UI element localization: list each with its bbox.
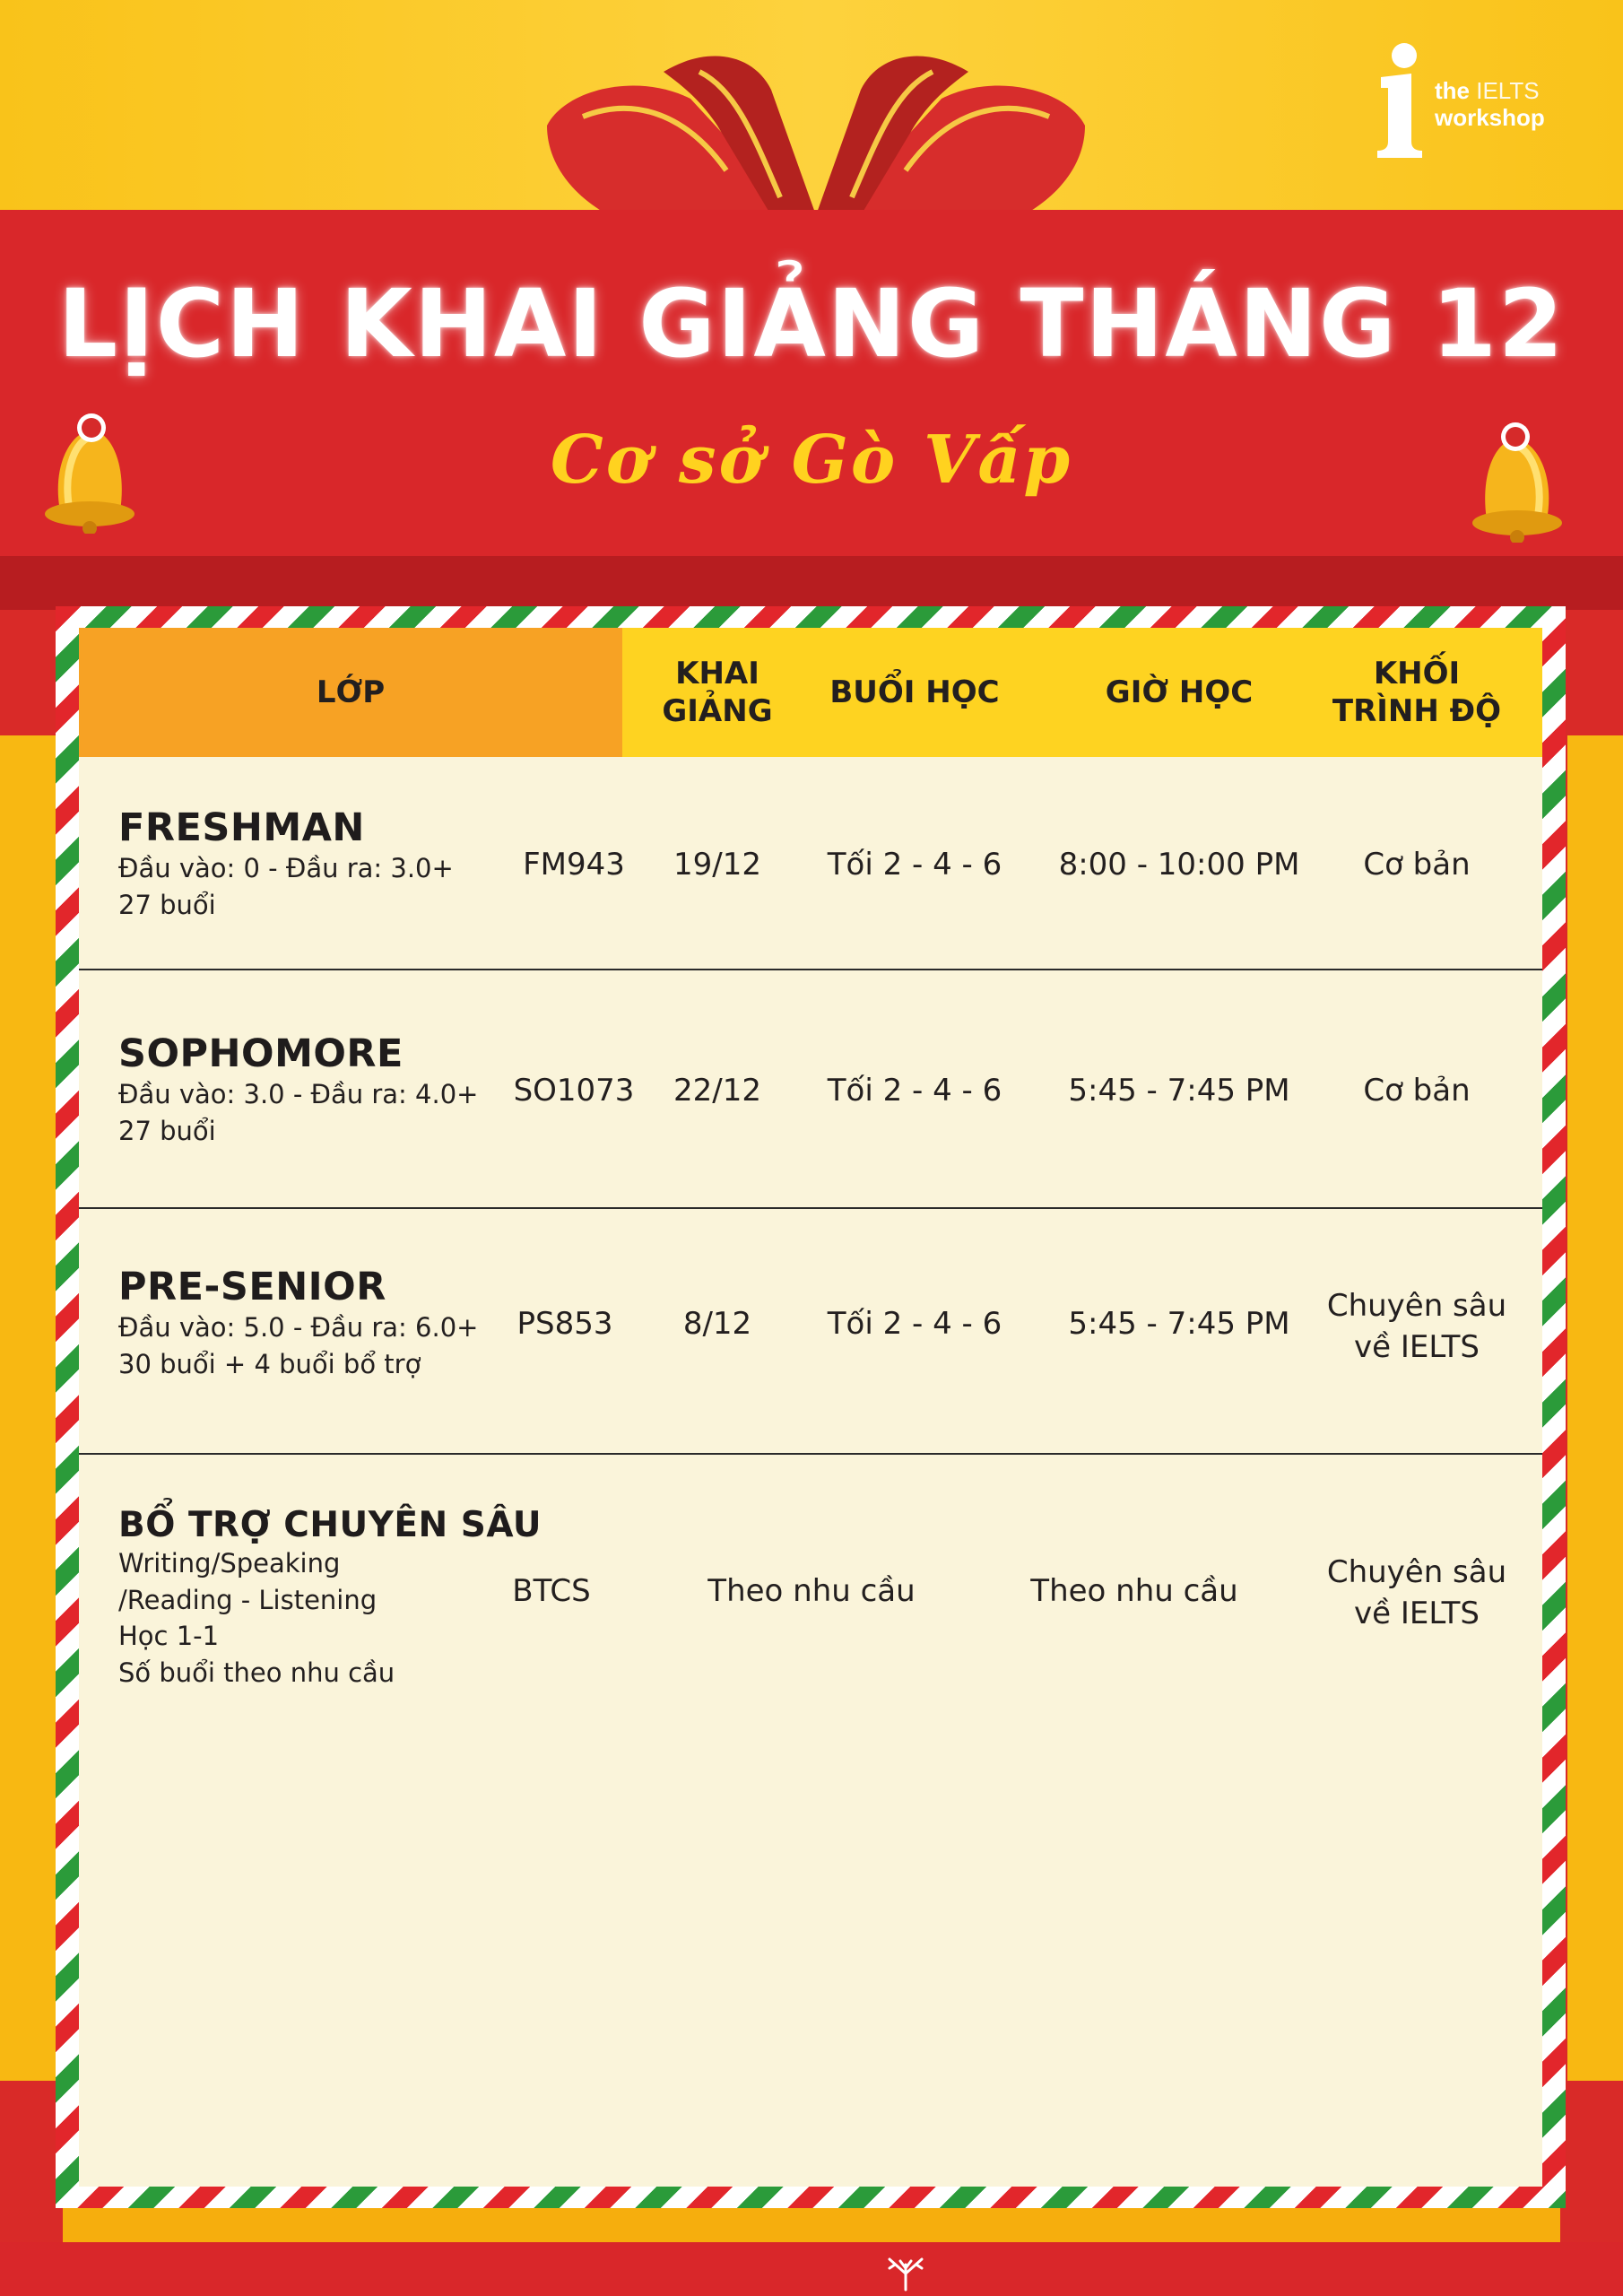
logo-i-mark (1374, 43, 1428, 160)
column-header-buoi-hoc: BUỔI HỌC (829, 674, 1000, 710)
class-detail: 30 buổi + 4 buổi bổ trợ (118, 1348, 421, 1379)
column-header-lop: LỚP (316, 674, 386, 710)
brand-logo[interactable] (1374, 43, 1553, 169)
class-level: Cơ bản (1363, 1073, 1471, 1109)
class-detail: Đầu vào: 3.0 - Đầu ra: 4.0+ (118, 1079, 479, 1109)
banner-shadow (0, 556, 1623, 610)
class-detail: Writing/Speaking (118, 1548, 341, 1578)
row-divider (79, 1453, 1542, 1455)
table-row-class (118, 1031, 513, 1149)
table-row-class (118, 805, 513, 923)
start-and-sessions: Theo nhu cầu (707, 1573, 916, 1610)
left-flap-inner (0, 735, 56, 2081)
class-detail: Số buổi theo nhu cầu (118, 1657, 395, 1688)
logo-line-1 (1435, 77, 1540, 105)
class-detail: /Reading - Listening (118, 1584, 378, 1615)
class-sessions: Tối 2 - 4 - 6 (827, 1073, 1002, 1109)
class-detail: Đầu vào: 0 - Đầu ra: 3.0+ (118, 853, 454, 883)
bell-icon (1471, 417, 1569, 543)
snowflake-icon (879, 2247, 933, 2292)
ribbon-bow (529, 36, 1103, 224)
column-header-khai-giang: KHAI GIẢNG (662, 655, 773, 729)
class-detail: Đầu vào: 5.0 - Đầu ra: 6.0+ (118, 1312, 479, 1343)
class-name: FRESHMAN (118, 805, 365, 850)
class-name: SOPHOMORE (118, 1031, 404, 1076)
class-detail: 27 buổi (118, 889, 216, 920)
table-row-class (118, 1265, 513, 1382)
class-code: PS853 (516, 1306, 613, 1343)
logo-text-the: the (1435, 77, 1470, 104)
row-divider (79, 1207, 1542, 1209)
logo-line-2: workshop (1435, 104, 1545, 131)
class-name: BỔ TRỢ CHUYÊN SÂU (118, 1505, 542, 1545)
start-date: 8/12 (682, 1306, 752, 1343)
page-subtitle: Cơ sở Gò Vấp (550, 422, 1073, 499)
class-level: Chuyên sâu về IELTS (1326, 1554, 1507, 1631)
column-header-gio-hoc: GIỜ HỌC (1105, 674, 1254, 710)
class-time: 5:45 - 7:45 PM (1068, 1306, 1290, 1343)
right-flap-inner (1567, 735, 1623, 2081)
class-time: Theo nhu cầu (1030, 1573, 1238, 1610)
class-code: BTCS (512, 1573, 591, 1610)
class-code: FM943 (523, 847, 625, 883)
class-sessions: Tối 2 - 4 - 6 (827, 1306, 1002, 1343)
class-sessions: Tối 2 - 4 - 6 (827, 847, 1002, 883)
table-row-class (118, 1505, 542, 1691)
row-divider (79, 969, 1542, 970)
class-level: Cơ bản (1363, 847, 1471, 883)
title-banner (0, 210, 1623, 574)
bell-icon (38, 408, 136, 534)
class-detail: 27 buổi (118, 1115, 216, 1146)
start-date: 19/12 (673, 847, 761, 883)
page-title: LỊCH KHAI GIẢNG THÁNG 12 (57, 269, 1566, 378)
class-name: PRE-SENIOR (118, 1265, 386, 1309)
logo-text-ielts: IELTS (1476, 77, 1540, 104)
start-date: 22/12 (673, 1073, 761, 1109)
class-level: Chuyên sâu về IELTS (1326, 1288, 1507, 1365)
bottom-banner (0, 2242, 1623, 2296)
class-time: 5:45 - 7:45 PM (1068, 1073, 1290, 1109)
class-detail: Học 1-1 (118, 1621, 220, 1652)
class-time: 8:00 - 10:00 PM (1058, 847, 1300, 883)
class-code: SO1073 (513, 1073, 635, 1109)
column-header-khoi-trinh-do: KHỐI TRÌNH ĐỘ (1332, 655, 1502, 729)
